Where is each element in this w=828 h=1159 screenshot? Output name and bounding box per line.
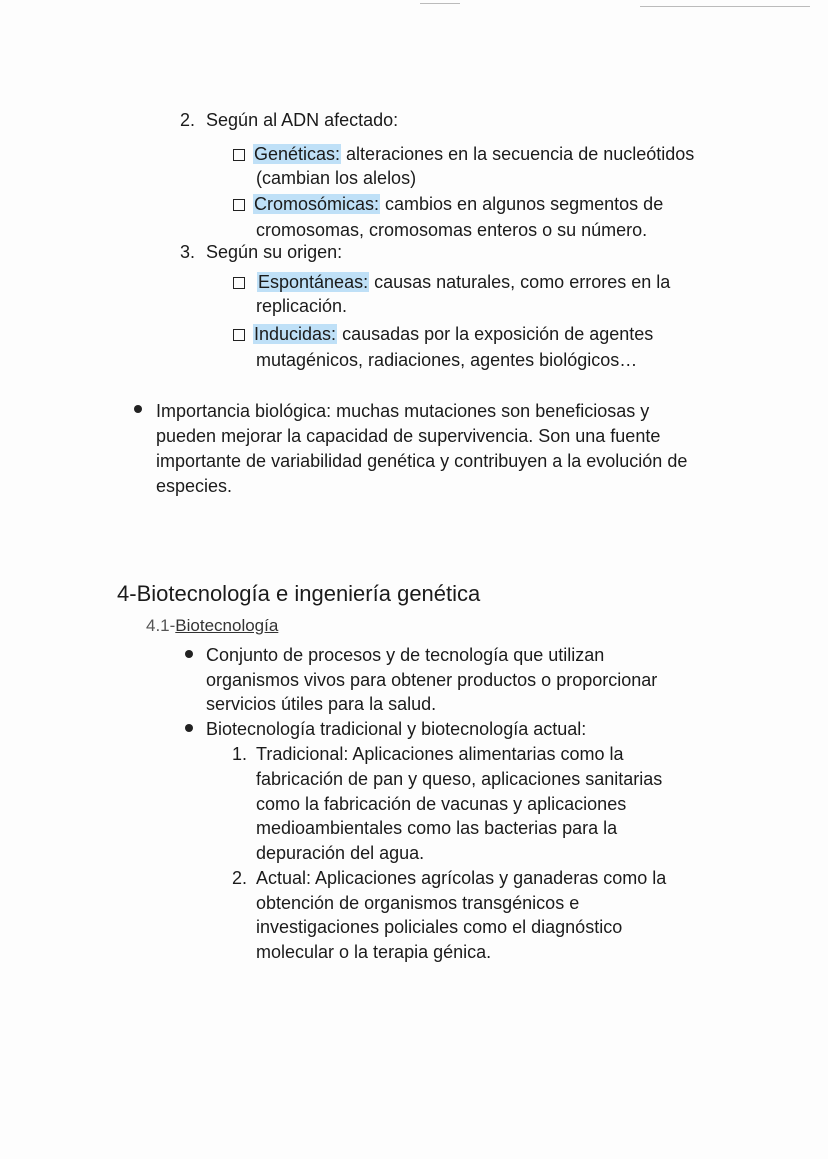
bullet-icon	[134, 405, 142, 413]
item-text-continuation: (cambian los alelos)	[256, 168, 417, 188]
item-text: causadas por la exposición de agentes	[337, 324, 654, 344]
highlighted-term: Espontáneas:	[258, 272, 369, 292]
paragraph-line: pueden mejorar la capacidad de supervivencia. Son una fuente	[156, 426, 661, 446]
paragraph-line: Conjunto de procesos y de tecnología que utilizan	[206, 645, 605, 665]
paragraph-line: como la fabricación de vacunas y aplicaciones	[256, 794, 627, 814]
list-number: 2.	[232, 868, 248, 888]
paragraph-line: organismos vivos para obtener productos o proporcionar	[206, 670, 658, 690]
paragraph-line: fabricación de pan y queso, aplicaciones sanitarias	[256, 769, 663, 789]
paragraph-line: especies.	[156, 476, 233, 496]
highlighted-term: Inducidas:	[254, 324, 337, 344]
list-number: 2.	[180, 110, 196, 130]
checkbox-icon	[233, 277, 245, 289]
checkbox-icon	[233, 149, 245, 161]
list-item-2	[180, 108, 398, 132]
paragraph-line: servicios útiles para la salud.	[206, 694, 437, 714]
paragraph-line: depuración del agua.	[256, 843, 425, 863]
checkbox-item-geneticas	[233, 142, 694, 166]
paragraph-line: investigaciones policiales como el diagnóstico	[256, 917, 623, 937]
checkbox-icon	[233, 199, 245, 211]
scan-mark	[640, 6, 810, 7]
checkbox-item-cromosomicas	[233, 192, 663, 216]
section-heading	[117, 580, 480, 608]
paragraph-line: Importancia biológica: muchas mutaciones son beneficiosas y	[156, 401, 650, 421]
item-text-continuation: replicación.	[256, 296, 348, 316]
checkbox-icon	[233, 329, 245, 341]
paragraph-line: medioambientales como las bacterias para la	[256, 818, 618, 838]
subsection-heading	[146, 614, 278, 638]
list-item-title: Según al ADN afectado:	[206, 110, 399, 130]
list-item-3	[180, 240, 342, 264]
section-title: Biotecnología e ingeniería genética	[136, 581, 481, 606]
list-item-title: Según su origen:	[206, 242, 343, 262]
item-text-continuation: cromosomas, cromosomas enteros o su número.	[256, 220, 648, 240]
list-number: 3.	[180, 242, 196, 262]
bullet-icon	[185, 650, 193, 658]
bullet-icon	[185, 724, 193, 732]
paragraph-line: Actual: Aplicaciones agrícolas y ganaderas como la	[256, 868, 667, 888]
scan-mark	[420, 3, 460, 4]
paragraph-line: Biotecnología tradicional y biotecnología actual:	[206, 719, 587, 739]
item-text: cambios en algunos segmentos de	[380, 194, 664, 214]
paragraph-line: obtención de organismos transgénicos e	[256, 893, 580, 913]
paragraph-line: molecular o la terapia génica.	[256, 942, 492, 962]
list-number: 1.	[232, 744, 248, 764]
subsection-number: 4.1-	[146, 616, 176, 635]
checkbox-item-inducidas	[233, 322, 653, 346]
paragraph-line: importante de variabilidad genética y contribuyen a la evolución de	[156, 451, 688, 471]
checkbox-item-espontaneas	[233, 270, 670, 294]
item-text: alteraciones en la secuencia de nucleótidos	[341, 144, 695, 164]
section-number: 4-	[117, 581, 137, 606]
paragraph-line: Tradicional: Aplicaciones alimentarias como la	[256, 744, 624, 764]
highlighted-term: Cromosómicas:	[254, 194, 380, 214]
highlighted-term: Genéticas:	[254, 144, 341, 164]
item-text: causas naturales, como errores en la	[369, 272, 671, 292]
item-text-continuation: mutagénicos, radiaciones, agentes biológicos…	[256, 350, 638, 370]
subsection-title: Biotecnología	[175, 616, 279, 635]
